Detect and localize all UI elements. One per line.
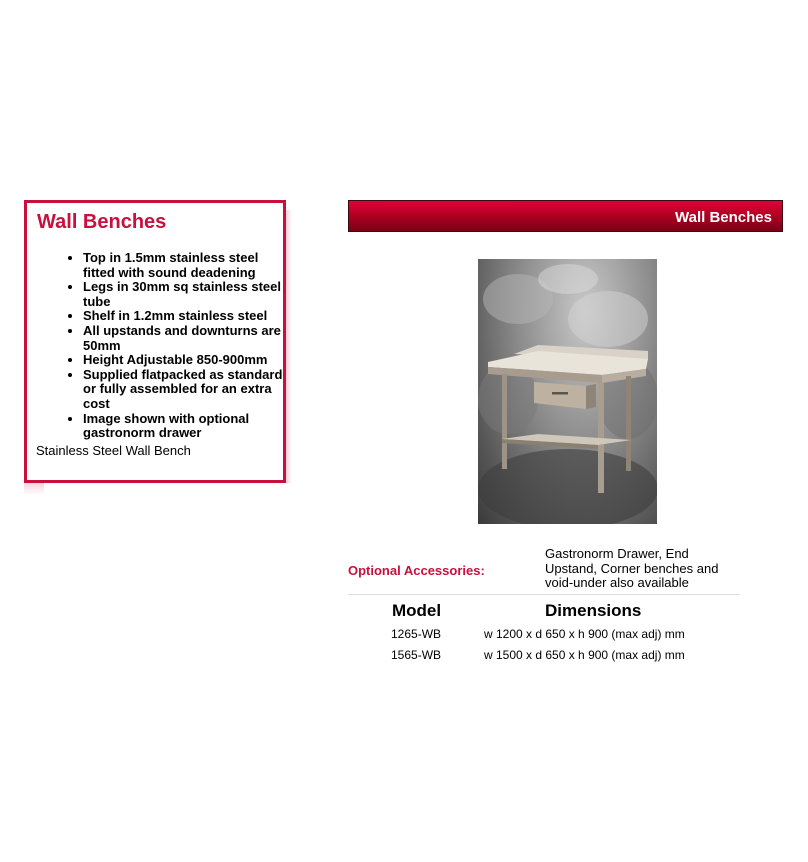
table-cell-model: 1265-WB: [391, 627, 442, 641]
accessories-label: Optional Accessories:: [348, 563, 485, 578]
feature-item: • Shelf in 1.2mm stainless steel: [83, 309, 288, 324]
accessories-text: Gastronorm Drawer, End Upstand, Corner benches and void-under also available: [545, 546, 719, 590]
feature-item: • Height Adjustable 850-900mm: [83, 353, 288, 368]
info-title: Wall Benches: [37, 211, 167, 233]
section-header-bar: [348, 200, 783, 232]
table-cell-dimensions: w 1500 x d 650 x h 900 (max adj) mm: [484, 648, 685, 662]
feature-list: [67, 251, 288, 441]
feature-item: • All upstands and downturns are 50mm: [83, 324, 288, 353]
info-box: [24, 200, 286, 483]
table-cell-dimensions: w 1200 x d 650 x h 900 (max adj) mm: [484, 627, 685, 641]
wall-bench-illustration: [478, 259, 657, 524]
info-box-shadow: [24, 483, 44, 495]
table-cell-model: 1565-WB: [391, 648, 442, 662]
model-column-header: Model: [392, 601, 442, 620]
product-image: [478, 259, 657, 524]
feature-item: • Image shown with optional gastronorm drawer: [83, 412, 288, 441]
image-caption: Stainless Steel Wall Bench: [36, 443, 191, 458]
dimensions-column-header: Dimensions: [545, 601, 642, 620]
divider: [348, 594, 740, 595]
feature-item: • Legs in 30mm sq stainless steel tube: [83, 280, 288, 309]
feature-item: • Supplied flatpacked as standard or fully assembled for an extra cost: [83, 368, 288, 412]
section-header-title: Wall Benches: [675, 209, 772, 226]
feature-item: • Top in 1.5mm stainless steel fitted with sound deadening: [83, 251, 288, 280]
